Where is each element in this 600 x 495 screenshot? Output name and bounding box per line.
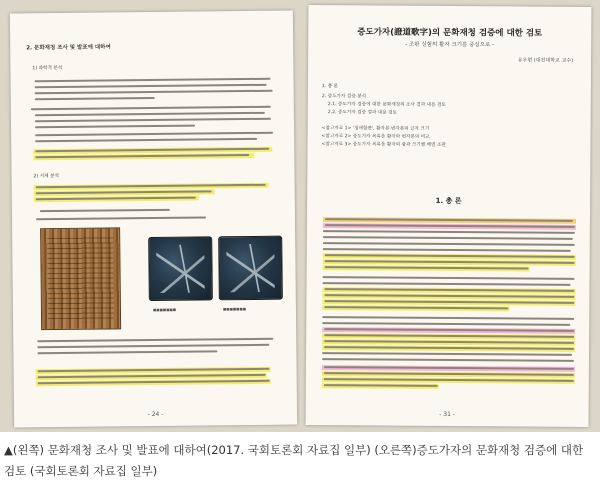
left-page-subheading-typeface: 2) 서체 분석 xyxy=(33,173,59,180)
right-page-author: 유우현 (대진대학교 교수) xyxy=(517,57,574,64)
metal-type-image-2 xyxy=(218,236,283,301)
toc-item: 2. 증도가자 검증 분석 xyxy=(321,94,367,100)
toc-item: 1. 총 론 xyxy=(321,84,339,90)
right-document-page xyxy=(306,5,592,427)
toc-item: <참고자료 1> '청애합판', 활자본·번각본의 글자 크기 xyxy=(321,126,430,132)
image-caption: ▲(왼쪽) 문화재청 조사 및 발표에 대하여(2017. 국회토론회 자료집 일부) (오른쪽)증도가자의 문화재청 검증에 대한 검토 (국회토론회 자료집 일부) xyxy=(4,443,584,478)
left-page-subheading-analysis: 1) 과학적 분석 xyxy=(32,65,63,72)
woodblock-text-image xyxy=(40,227,121,330)
toc-item: <참고자료 2> 증도가자 목록을 활자와 번각본의 비교 xyxy=(321,134,430,140)
toc-item: 2.2. 증도가자 검증 결과 내용 검토 xyxy=(327,110,398,116)
toc-item: 2.1. 증도가자 검증에 대한 문화재청의 조사 결과 내용 검토 xyxy=(327,102,446,108)
left-page-number: - 24 - xyxy=(147,410,164,419)
section-heading: 1. 총 론 xyxy=(435,196,462,206)
left-document-page: 2. 문화재청 조사 및 발표에 대하여 1) 과학적 분석 2) 서체 분석 ■■■■■■■ ■■■■■■■ - 24 - xyxy=(10,11,297,428)
right-page-number: - 31 - xyxy=(439,410,456,419)
right-page-title: 증도가자(證道歌字)의 문화재청 검증에 대한 검토 xyxy=(357,27,543,39)
metal-type-image-1 xyxy=(148,236,213,301)
toc-item: <참고자료 3> 증도가자 목록을 활자의 광곽 크기별 배열 조판 xyxy=(321,142,446,148)
left-page-heading: 2. 문화재청 조사 및 발표에 대하여 xyxy=(26,44,111,52)
right-page-subtitle: - 조판 실험의 활자 크기를 중심으로 - xyxy=(405,41,495,49)
